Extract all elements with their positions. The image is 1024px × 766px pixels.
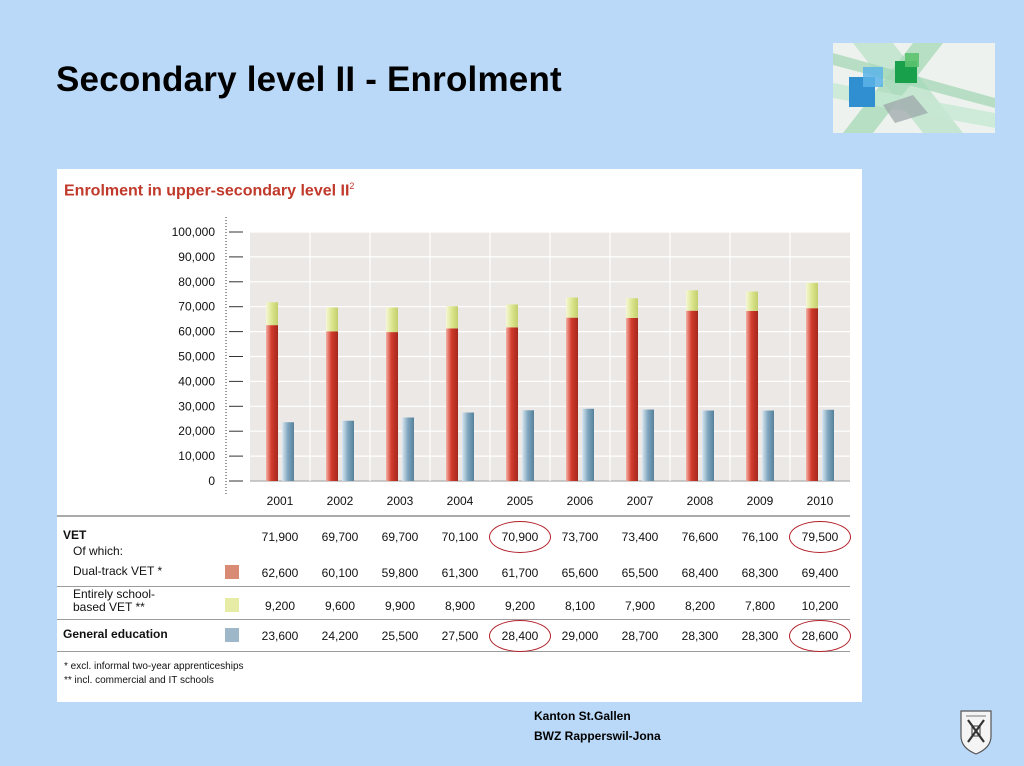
table-cell: 7,800 xyxy=(744,599,776,613)
row-label-text-line2: based VET ** xyxy=(73,600,145,614)
bar-dual-track-vet xyxy=(686,311,698,481)
y-tick-label: 10,000 xyxy=(178,449,215,464)
bar-dual-track-vet xyxy=(266,325,278,481)
footer-school: BWZ Rapperswil-Jona xyxy=(534,729,661,743)
slide-title: Secondary level II - Enrolment xyxy=(56,60,562,99)
of-which-label: Of which: xyxy=(73,544,124,558)
y-tick-label: 20,000 xyxy=(178,424,215,439)
footnote-2: ** incl. commercial and IT schools xyxy=(64,675,214,686)
logo-graphic xyxy=(833,43,995,133)
table-row-label xyxy=(63,529,86,542)
y-tick-label: 100,000 xyxy=(171,225,215,239)
chart-title-text: Enrolment in upper-secondary level II xyxy=(64,182,350,200)
table-cell: 62,600 xyxy=(261,566,299,580)
bar-general-education xyxy=(402,418,414,481)
table-cell: 61,700 xyxy=(501,566,539,580)
bar-dual-track-vet xyxy=(566,318,578,481)
table-cell: 24,200 xyxy=(321,629,359,643)
table-cell: 9,200 xyxy=(504,599,536,613)
table-cell: 7,900 xyxy=(624,599,656,613)
bar-dual-track-vet xyxy=(746,311,758,481)
x-tick-label: 2003 xyxy=(386,494,414,508)
bar-general-education xyxy=(702,411,714,481)
bar-school-based-vet xyxy=(626,298,638,318)
y-tick-label: 80,000 xyxy=(178,274,215,289)
table-cell: 69,700 xyxy=(381,530,419,544)
bar-school-based-vet xyxy=(566,297,578,317)
table-cell: 27,500 xyxy=(441,629,479,643)
table-cell: 28,300 xyxy=(741,629,779,643)
table-cell: 25,500 xyxy=(381,629,419,643)
table-cell: 23,600 xyxy=(261,629,299,643)
highlight-circle xyxy=(789,521,851,553)
x-tick-label: 2001 xyxy=(266,494,294,508)
bar-dual-track-vet xyxy=(326,331,338,481)
table-cell: 9,200 xyxy=(264,599,296,613)
table-cell: 10,200 xyxy=(801,599,839,613)
bar-general-education xyxy=(342,421,354,481)
x-tick-label: 2006 xyxy=(566,494,594,508)
x-tick-label: 2005 xyxy=(506,494,534,508)
table-cell: 8,100 xyxy=(564,599,596,613)
bar-dual-track-vet xyxy=(386,332,398,481)
bar-general-education xyxy=(462,413,474,481)
table-cell: 71,900 xyxy=(261,530,299,544)
table-cell: 8,200 xyxy=(684,599,716,613)
bar-school-based-vet xyxy=(386,307,398,332)
bar-general-education xyxy=(282,422,294,481)
table-cell: 28,700 xyxy=(621,629,659,643)
row-label-text: Dual-track VET * xyxy=(73,564,163,578)
table-cell: 76,100 xyxy=(741,530,779,544)
table-cell: 29,000 xyxy=(561,629,599,643)
row-label-text: VET xyxy=(63,528,87,542)
table-rule xyxy=(57,651,850,652)
legend-swatch xyxy=(225,628,239,642)
table-cell: 61,300 xyxy=(441,566,479,580)
chart-panel xyxy=(57,169,862,702)
bar-school-based-vet xyxy=(266,302,278,325)
bar-school-based-vet xyxy=(446,306,458,328)
table-cell: 28,400 xyxy=(501,629,539,643)
bar-school-based-vet xyxy=(686,290,698,310)
table-cell: 73,400 xyxy=(621,530,659,544)
bar-dual-track-vet xyxy=(446,328,458,481)
x-tick-label: 2002 xyxy=(326,494,354,508)
bar-school-based-vet xyxy=(806,283,818,308)
table-cell: 65,600 xyxy=(561,566,599,580)
chart-svg xyxy=(57,169,862,702)
bar-school-based-vet xyxy=(326,307,338,331)
table-row-label xyxy=(73,565,162,578)
row-label-text: General education xyxy=(63,627,168,641)
bar-general-education xyxy=(642,410,654,481)
logo xyxy=(833,43,995,133)
table-cell: 70,100 xyxy=(441,530,479,544)
highlight-circle xyxy=(489,620,551,652)
x-tick-label: 2004 xyxy=(446,494,474,508)
table-cell: 69,400 xyxy=(801,566,839,580)
y-tick-label: 30,000 xyxy=(178,399,215,414)
bar-general-education xyxy=(822,410,834,481)
table-cell: 73,700 xyxy=(561,530,599,544)
highlight-circle xyxy=(489,521,551,553)
x-tick-label: 2007 xyxy=(626,494,654,508)
table-cell: 59,800 xyxy=(381,566,419,580)
x-tick-label: 2010 xyxy=(806,494,834,508)
y-tick-label: 90,000 xyxy=(178,249,215,264)
y-tick-label: 0 xyxy=(208,474,215,488)
y-tick-label: 40,000 xyxy=(178,374,215,389)
legend-swatch xyxy=(225,598,239,612)
footer-organization: Kanton St.Gallen xyxy=(534,709,631,723)
x-tick-label: 2008 xyxy=(686,494,714,508)
table-cell: 9,600 xyxy=(324,599,356,613)
y-tick-label: 50,000 xyxy=(178,349,215,364)
table-cell: 28,600 xyxy=(801,629,839,643)
bar-dual-track-vet xyxy=(626,318,638,481)
table-rule xyxy=(57,586,850,587)
bar-general-education xyxy=(762,411,774,481)
bar-dual-track-vet xyxy=(506,327,518,481)
table-cell: 8,900 xyxy=(444,599,476,613)
bar-school-based-vet xyxy=(746,292,758,311)
table-cell: 68,300 xyxy=(741,566,779,580)
y-tick-label: 70,000 xyxy=(178,299,215,314)
table-cell: 68,400 xyxy=(681,566,719,580)
table-cell: 70,900 xyxy=(501,530,539,544)
table-row-label xyxy=(73,588,155,614)
table-rule xyxy=(57,619,850,620)
table-cell: 69,700 xyxy=(321,530,359,544)
table-cell: 28,300 xyxy=(681,629,719,643)
crest-icon xyxy=(958,708,994,761)
bar-general-education xyxy=(522,410,534,481)
table-cell: 9,900 xyxy=(384,599,416,613)
bar-dual-track-vet xyxy=(806,308,818,481)
y-tick-label: 60,000 xyxy=(178,324,215,339)
footnote-1: * excl. informal two-year apprenticeships xyxy=(64,661,244,672)
table-row-label xyxy=(63,628,168,641)
chart-title-footnote-mark: 2 xyxy=(349,181,355,191)
table-cell: 76,600 xyxy=(681,530,719,544)
bar-school-based-vet xyxy=(506,304,518,327)
table-cell: 79,500 xyxy=(801,530,839,544)
bar-general-education xyxy=(582,409,594,481)
x-tick-label: 2009 xyxy=(746,494,774,508)
table-cell: 65,500 xyxy=(621,566,659,580)
row-label-text: Entirely school- xyxy=(73,587,156,601)
chart-title xyxy=(64,181,354,200)
table-cell: 60,100 xyxy=(321,566,359,580)
legend-swatch xyxy=(225,565,239,579)
highlight-circle xyxy=(789,620,851,652)
